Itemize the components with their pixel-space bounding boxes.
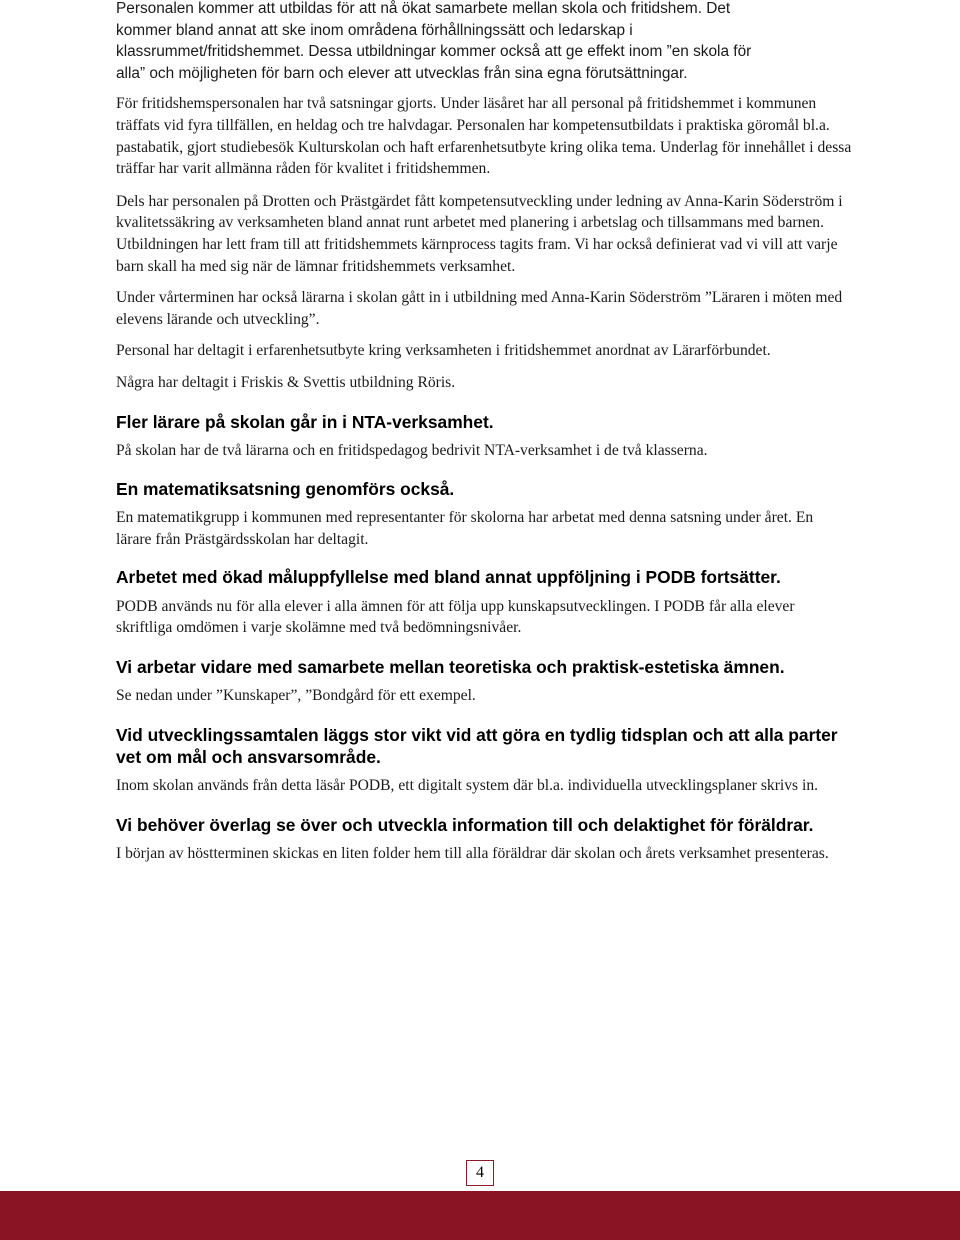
paragraph-drotten: Dels har personalen på Drotten och Prästgärdet fått kompetensutveckling under ledning av Anna-Karin Söderström i kvalitetssäkring av verksamheten bland annat runt arbetet med planering i arbetslag och tillsammans med barnen. Utbildningen har lett fram till att fritidshemmets kärnprocess tagits fram. Vi har också definierat vad vi vill att varje barn skall ha med sig när de lämnar fritidshemmets verksamhet. [116, 192, 843, 275]
section-body-foraldrar: I början av höstterminen skickas en liten folder hem till alla föräldrar där skolan och årets verksamhet presenteras. [116, 845, 829, 863]
intro-line-3: klassrummet/fritidshemmet. Dessa utbildningar kommer också att ge effekt inom ”en skola för [116, 43, 752, 61]
paragraph-erfarenhetsutbyte: Personal har deltagit i erfarenhetsutbyte kring verksamheten i fritidshemmet anordnat av Lärarförbundet. [116, 342, 771, 360]
intro-line-4: alla” och möjligheten för barn och elever att utvecklas från sina egna förutsättningar. [116, 64, 688, 82]
intro-line-1: Personalen kommer att utbildas för att nå ökat samarbete mellan skola och fritidshem. Det [116, 0, 731, 17]
page-number: 4 [466, 1160, 494, 1186]
paragraph-varterminen: Under vårterminen har också lärarna i skolan gått in i utbildning med Anna-Karin Söderström ”Läraren i möten med elevens lärande och utveckling”. [116, 289, 843, 328]
paragraph-friskis: Några har deltagit i Friskis & Svettis utbildning Röris. [116, 373, 456, 391]
document-body [116, 0, 852, 865]
intro-line-2: kommer bland annat att ske inom områdena förhållningssätt och ledarskap i [116, 21, 633, 39]
section-heading-samarbete: Vi arbetar vidare med samarbete mellan teoretiska och praktisk-estetiska ämnen. [116, 656, 785, 677]
section-body-podb: PODB används nu för alla elever i alla ämnen för att följa upp kunskapsutvecklingen. I PODB får alla elever skriftliga omdömen i varje skolämne med två bedömningsnivåer. [116, 597, 795, 637]
section-body-samarbete: Se nedan under ”Kunskaper”, ”Bondgård för ett exempel. [116, 687, 476, 705]
intro-paragraph [116, 0, 852, 84]
footer-bar [0, 1191, 960, 1240]
section-heading-nta: Fler lärare på skolan går in i NTA-verksamhet. [116, 411, 494, 432]
section-body-matematik: En matematikgrupp i kommunen med representanter för skolorna har arbetat med denna satsning under året. En lärare från Prästgärdsskolan har deltagit. [116, 509, 814, 548]
section-body-nta: På skolan har de två lärarna och en fritidspedagog bedrivit NTA-verksamhet i de två klasserna. [116, 442, 708, 459]
section-heading-foraldrar: Vi behöver överlag se över och utveckla information till och delaktighet för föräldrar. [116, 814, 814, 835]
section-heading-utvecklingssamtal: Vid utvecklingssamtalen läggs stor vikt vid att göra en tydlig tidsplan och att alla parter vet om mål och ansvarsområde. [116, 725, 838, 767]
section-body-utvecklingssamtal: Inom skolan används från detta läsår PODB, ett digitalt system där bl.a. individuella utvecklingsplaner skrivs in. [116, 777, 819, 795]
paragraph-fritidshem: För fritidshemspersonalen har två satsningar gjorts. Under läsåret har all personal på fritidshemmet i kommunen träffats vid fyra tillfällen, en heldag och tre halvdagar. Personalen har kompetensutbildats i praktiska göromål bl.a. pastabatik, gjort studiebesök Kulturskolan och haft erfarenhetsutbyte kring olika tema. Underlag för innehållet i dessa träffar har varit allmänna råden för kvalitet i fritidshemmen. [116, 95, 852, 178]
section-heading-podb: Arbetet med ökad måluppfyllelse med bland annat uppföljning i PODB fortsätter. [116, 567, 781, 588]
section-heading-matematik: En matematiksatsning genomförs också. [116, 478, 455, 499]
